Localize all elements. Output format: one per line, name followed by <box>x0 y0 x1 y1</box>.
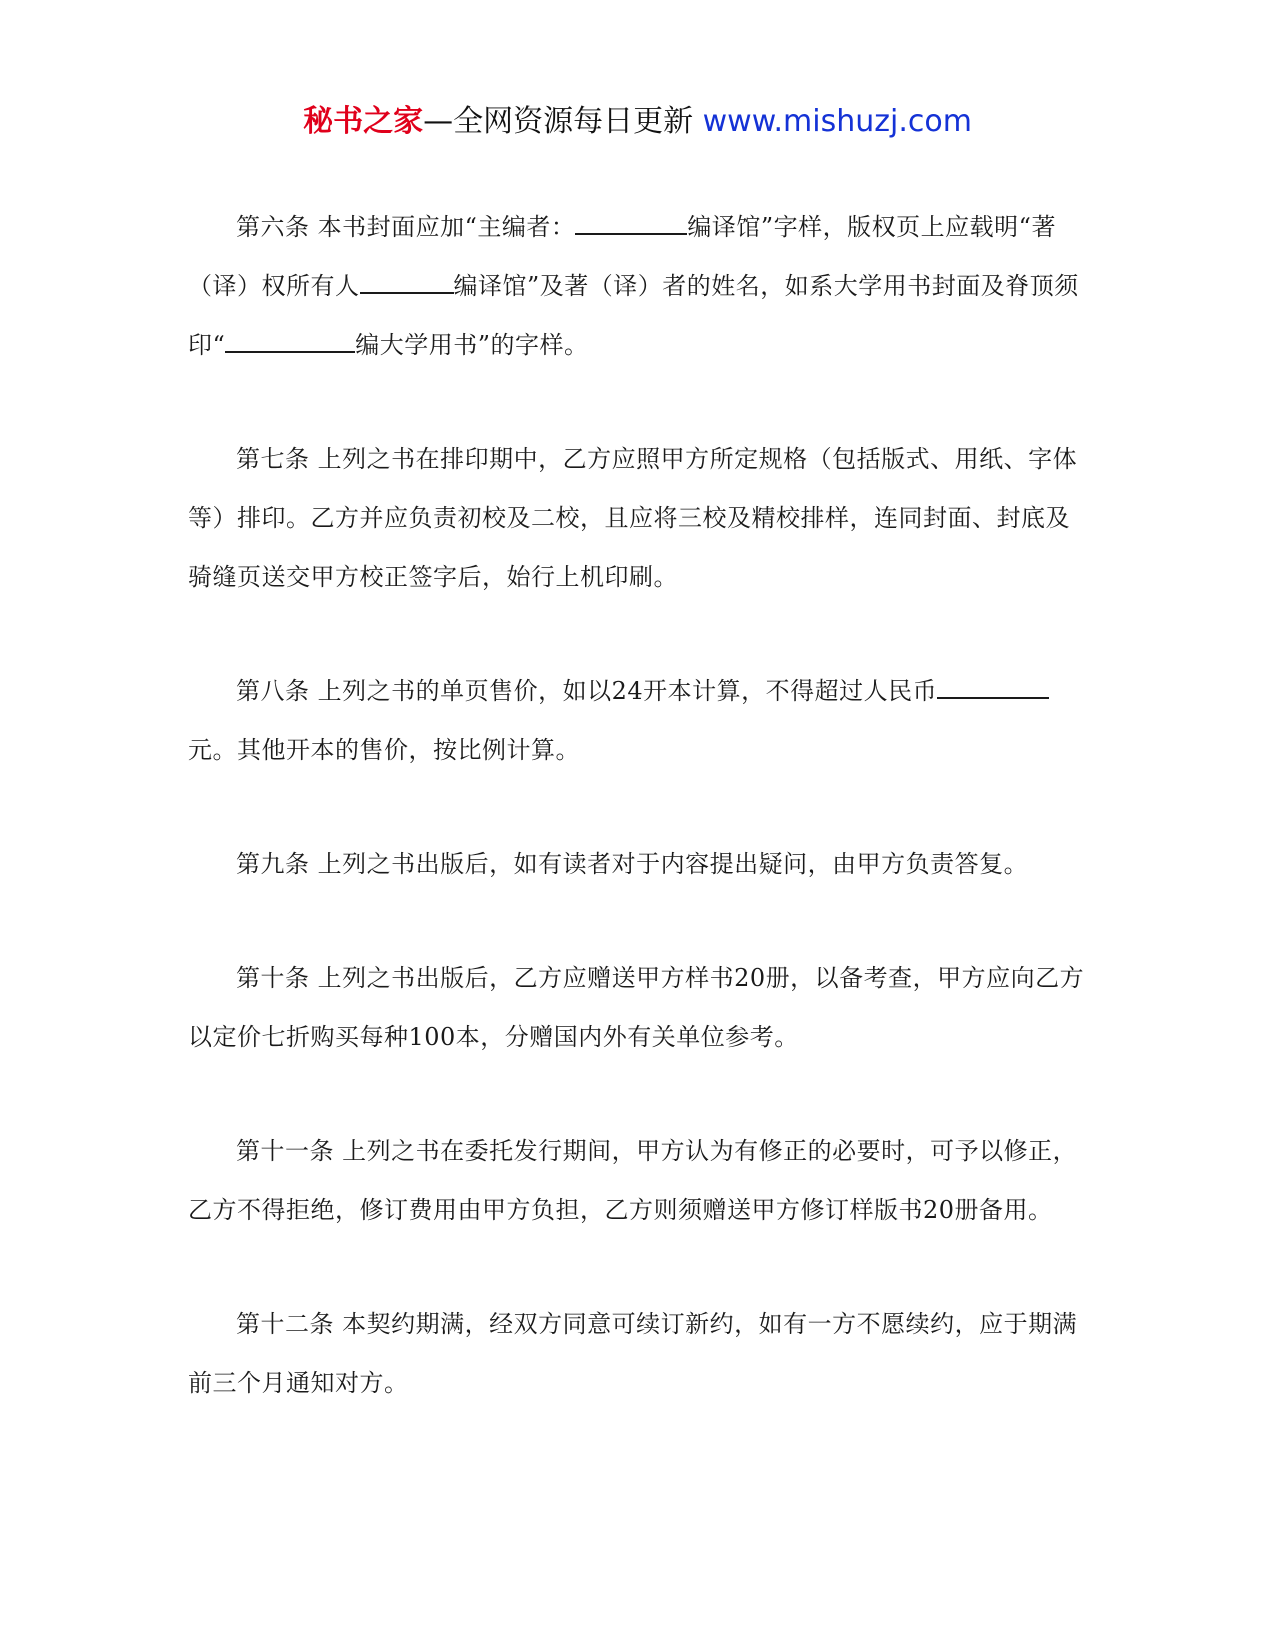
article-8-text-2: 元。其他开本的售价，按比例计算。 <box>188 736 580 764</box>
site-brand: 秘书之家 <box>303 104 424 139</box>
article-10: 第十条 上列之书出版后，乙方应赠送甲方样书20册，以备考查，甲方应向乙方以定价七折购买每种100本，分赠国内外有关单位参考。 <box>188 964 1085 1051</box>
blank-rights-owner-field <box>360 272 454 294</box>
article-6-text-1: 第六条 本书封面应加“主编者： <box>236 213 576 241</box>
blank-university-name-field <box>225 331 355 353</box>
document-body <box>188 198 1088 1413</box>
article-11: 第十一条 上列之书在委托发行期间，甲方认为有修正的必要时，可予以修正，乙方不得拒绝，修订费用由甲方负担，乙方则须赠送甲方修订样版书20册备用。 <box>188 1137 1078 1224</box>
article-9: 第九条 上列之书出版后，如有读者对于内容提出疑问，由甲方负责答复。 <box>236 850 1029 878</box>
article-7: 第七条 上列之书在排印期中，乙方应照甲方所定规格（包括版式、用纸、字体等）排印。乙方并应负责初校及二校，且应将三校及精校排样，连同封面、封底及骑缝页送交甲方校正签字后，始行上机印刷。 <box>188 445 1078 591</box>
article-8 <box>188 662 1088 780</box>
article-8-text-1: 第八条 上列之书的单页售价，如以24开本计算，不得超过人民币 <box>236 677 938 705</box>
article-6 <box>188 198 1088 375</box>
site-tagline: —全网资源每日更新 <box>423 104 703 139</box>
page-header <box>0 100 1275 144</box>
article-6-text-4: 编大学用书”的字样。 <box>355 331 589 359</box>
site-url: www.mishuzj.com <box>702 104 972 139</box>
article-6-text-3: 编译馆”及著（译）者的姓名，如系大学用书封面及脊顶须印“ <box>188 272 1079 359</box>
article-6-text-2: 编译馆”字样，版权页上应载明“著（译）权所有人 <box>188 213 1056 300</box>
article-12: 第十二条 本契约期满，经双方同意可续订新约，如有一方不愿续约，应于期满前三个月通知对方。 <box>188 1310 1078 1397</box>
blank-editor-field <box>575 213 687 235</box>
blank-price-field <box>937 677 1049 699</box>
